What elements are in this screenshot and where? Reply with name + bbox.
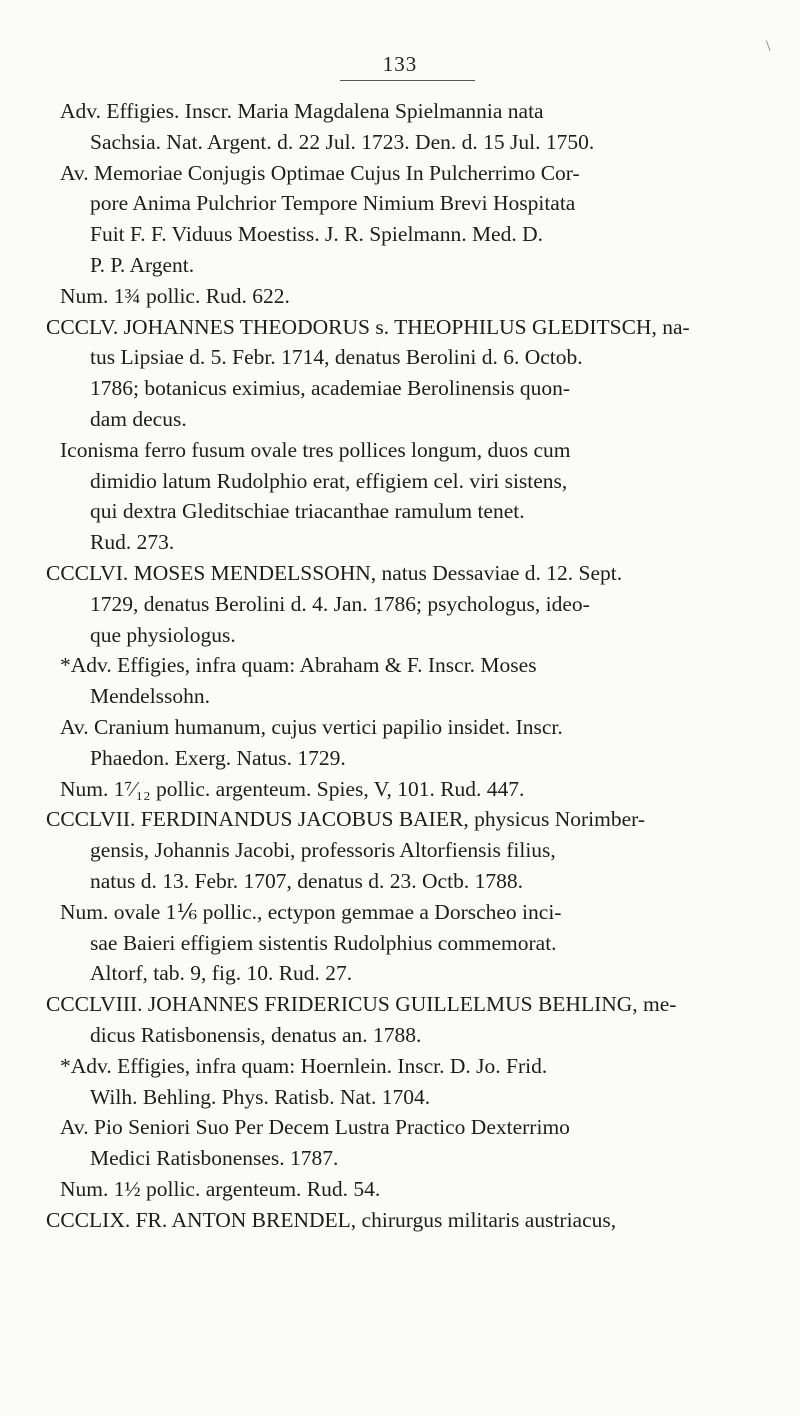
text-line: *Adv. Effigies, infra quam: Abraham & F. Inscr. Moses [60,653,537,678]
text-line: Av. Pio Seniori Suo Per Decem Lustra Practico Dexterrimo [60,1115,570,1140]
text-line: Medici Ratisbonenses. 1787. [90,1146,339,1171]
text-line: Adv. Effigies. Inscr. Maria Magdalena Spielmannia nata [60,99,544,123]
page-number: 133 [382,52,418,76]
text-line: Rud. 273. [90,530,175,555]
text-line: CCCLVII. FERDINANDUS JACOBUS BAIER, physicus Norimber- [46,807,646,832]
text-line: dicus Ratisbonensis, denatus an. 1788. [90,1022,422,1047]
text-line: Wilh. Behling. Phys. Ratisb. Nat. 1704. [90,1084,431,1109]
text-line: Sachsia. Nat. Argent. d. 22 Jul. 1723. Den. d. 15 Jul. 1750. [90,129,595,154]
text-line: CCCLVIII. JOHANNES FRIDERICUS GUILLELMUS BEHLING, me- [46,992,677,1017]
text-line: Num. 1¾ pollic. Rud. 622. [60,283,290,308]
text-line: Iconisma ferro fusum ovale tres pollices longum, duos cum [60,437,571,462]
text-line: CCCLVI. MOSES MENDELSSOHN, natus Dessaviae d. 12. Sept. [46,560,623,585]
text-line: pore Anima Pulchrior Tempore Nimium Brevi Hospitata [90,191,576,216]
text-line: gensis, Johannis Jacobi, professoris Altorfiensis filius, [90,838,556,863]
page-number-rule [340,80,475,81]
text-line: Fuit F. F. Viduus Moestiss. J. R. Spielmann. Med. D. [90,222,544,247]
text-line: Phaedon. Exerg. Natus. 1729. [90,745,346,770]
text-line: Altorf, tab. 9, fig. 10. Rud. 27. [90,961,353,986]
catalog-text [46,96,776,1235]
text-line: 1786; botanicus eximius, academiae Berolinensis quon- [90,376,571,401]
text-line: Av. Cranium humanum, cujus vertici papilio insidet. Inscr. [60,714,563,739]
text-line: Mendelssohn. [90,684,211,709]
text-line: que physiologus. [90,622,236,647]
text-line: qui dextra Gleditschiae triacanthae ramulum tenet. [90,499,525,524]
text-line: Num. 1⁷⁄₁₂ pollic. argenteum. Spies, V, 101. Rud. 447. [60,776,525,801]
text-line: CCCLIX. FR. ANTON BRENDEL, chirurgus militaris austriacus, [46,1207,617,1232]
text-line: P. P. Argent. [90,252,195,277]
text-line: tus Lipsiae d. 5. Febr. 1714, denatus Berolini d. 6. Octob. [90,345,583,370]
text-line: natus d. 13. Febr. 1707, denatus d. 23. Octb. 1788. [90,868,523,893]
text-line: dam decus. [90,406,187,431]
text-line: Num. ovale 1⅙ pollic., ectypon gemmae a Dorscheo inci- [60,899,562,924]
text-line: CCCLV. JOHANNES THEODORUS s. THEOPHILUS GLEDITSCH, na- [46,314,690,339]
text-line: Av. Memoriae Conjugis Optimae Cujus In Pulcherrimo Cor- [60,160,580,185]
text-line: sae Baieri effigiem sistentis Rudolphius commemorat. [90,930,557,955]
corner-mark: \ [766,38,771,55]
text-line: Num. 1½ pollic. argenteum. Rud. 54. [60,1176,381,1201]
text-line: *Adv. Effigies, infra quam: Hoernlein. Inscr. D. Jo. Frid. [60,1053,548,1078]
text-line: 1729, denatus Berolini d. 4. Jan. 1786; psychologus, ideo- [90,591,590,616]
text-line: dimidio latum Rudolphio erat, effigiem cel. viri sistens, [90,468,568,493]
